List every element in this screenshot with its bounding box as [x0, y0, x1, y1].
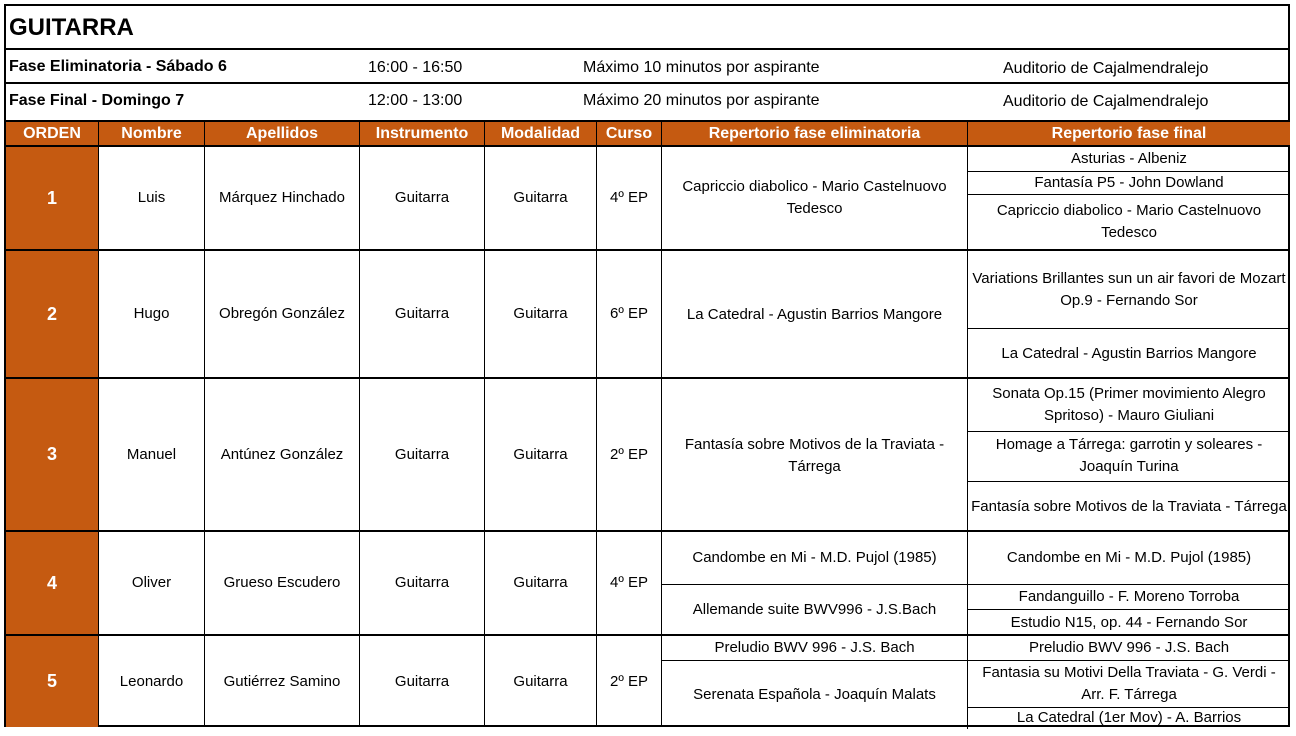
- cell-modalidad: Guitarra: [485, 636, 597, 727]
- cell-apellidos: Obregón González: [205, 251, 360, 377]
- repertorio-final-item: Estudio N15, op. 44 - Fernando Sor: [1010, 613, 1248, 631]
- cell-modalidad: Guitarra: [485, 251, 597, 377]
- table-row: [6, 634, 1290, 727]
- repertorio-final-item: Preludio BWV 996 - J.S. Bach: [1028, 639, 1230, 656]
- repertorio-final-item: Fandanguillo - F. Moreno Torroba: [1018, 587, 1240, 605]
- orden-number: 3: [6, 379, 99, 530]
- repertorio-final-item: Fantasía P5 - John Dowland: [1034, 173, 1224, 191]
- cell-modalidad: Guitarra: [485, 147, 597, 249]
- table-row: [6, 249, 1290, 377]
- header-repertorio-final: Repertorio fase final: [1051, 124, 1207, 142]
- fase-final-label: Fase Final - Domingo 7: [9, 92, 185, 109]
- repertorio-eliminatoria-item: Candombe en Mi - M.D. Pujol (1985): [662, 532, 968, 584]
- cell-divider: [968, 194, 1290, 195]
- header-repertorio-eliminatoria: Repertorio fase eliminatoria: [662, 122, 968, 145]
- header-orden: ORDEN: [6, 122, 99, 145]
- cell-instrumento: Guitarra: [360, 532, 485, 634]
- repertorio-eliminatoria-item: Serenata Española - Joaquín Malats: [662, 660, 968, 729]
- cell-curso: 4º EP: [597, 147, 662, 249]
- orden-number: 1: [6, 147, 99, 249]
- cell-instrumento: Guitarra: [360, 147, 485, 249]
- fase-eliminatoria-limit: Máximo 10 minutos por aspirante: [583, 59, 820, 76]
- cell-instrumento: Guitarra: [360, 251, 485, 377]
- repertorio-final-item: Variations Brillantes sun un air favori de Mozart Op.9 - Fernando Sor: [972, 269, 1286, 309]
- fase-final-limit: Máximo 20 minutos por aspirante: [583, 92, 820, 109]
- fase-final-time: 12:00 - 13:00: [368, 92, 463, 109]
- repertorio-final-item: Capriccio diabolico - Mario Castelnuovo Tedesco: [996, 201, 1262, 241]
- cell-divider: [968, 328, 1290, 329]
- cell-apellidos: Márquez Hinchado: [205, 147, 360, 249]
- header-nombre: Nombre: [99, 122, 205, 145]
- fase-final-place: Auditorio de Cajalmendralejo: [1003, 93, 1209, 110]
- repertorio-final-item: Candombe en Mi - M.D. Pujol (1985): [1006, 549, 1252, 566]
- header-modalidad: Modalidad: [485, 122, 597, 145]
- orden-number: 2: [6, 251, 99, 377]
- table-row: [6, 530, 1290, 634]
- table-header: [6, 120, 1290, 147]
- cell-divider: [968, 660, 1290, 661]
- page-title: GUITARRA: [9, 14, 134, 41]
- cell-apellidos: Gutiérrez Samino: [205, 636, 360, 727]
- repertorio-final-item: La Catedral - Agustin Barrios Mangore: [1001, 344, 1257, 362]
- cell-apellidos: Grueso Escudero: [205, 532, 360, 634]
- cell-curso: 6º EP: [597, 251, 662, 377]
- cell-nombre: Oliver: [99, 532, 205, 634]
- repertorio-final-item: Fantasia su Motivi Della Traviata - G. Verdi - Arr. F. Tárrega: [982, 663, 1276, 703]
- repertorio-eliminatoria-item: Fantasía sobre Motivos de la Traviata - Tárrega: [662, 379, 968, 532]
- repertorio-eliminatoria-item: Capriccio diabolico - Mario Castelnuovo Tedesco: [662, 147, 968, 249]
- cell-divider: [968, 481, 1290, 482]
- table-row: [6, 377, 1290, 530]
- cell-instrumento: Guitarra: [360, 379, 485, 530]
- cell-divider: [968, 707, 1290, 708]
- cell-nombre: Luis: [99, 147, 205, 249]
- header-instrumento: Instrumento: [360, 122, 485, 145]
- table-row: [6, 147, 1290, 249]
- cell-nombre: Leonardo: [99, 636, 205, 727]
- cell-modalidad: Guitarra: [485, 532, 597, 634]
- cell-divider: [968, 609, 1290, 610]
- cell-curso: 4º EP: [597, 532, 662, 634]
- orden-number: 4: [6, 532, 99, 634]
- header-apellidos: Apellidos: [205, 122, 360, 145]
- divider: [6, 48, 1290, 50]
- repertorio-final-item: Sonata Op.15 (Primer movimiento Alegro Spritoso) - Mauro Giuliani: [992, 385, 1266, 424]
- cell-nombre: Manuel: [99, 379, 205, 530]
- cell-nombre: Hugo: [99, 251, 205, 377]
- cell-divider: [662, 660, 968, 661]
- schedule-sheet: [4, 4, 1290, 727]
- orden-number: 5: [6, 636, 99, 727]
- repertorio-final-item: La Catedral (1er Mov) - A. Barrios: [1016, 709, 1242, 726]
- header-curso: Curso: [597, 122, 662, 145]
- cell-divider: [968, 431, 1290, 432]
- repertorio-final-item: Fantasía sobre Motivos de la Traviata - Tárrega: [971, 497, 1287, 515]
- cell-divider: [968, 171, 1290, 172]
- fase-eliminatoria-place: Auditorio de Cajalmendralejo: [1003, 60, 1209, 77]
- fase-eliminatoria-label: Fase Eliminatoria - Sábado 6: [9, 58, 227, 75]
- cell-divider: [968, 584, 1290, 585]
- fase-eliminatoria-time: 16:00 - 16:50: [368, 59, 463, 76]
- repertorio-eliminatoria-item: Allemande suite BWV996 - J.S.Bach: [662, 584, 968, 636]
- repertorio-eliminatoria-item: Preludio BWV 996 - J.S. Bach: [662, 636, 968, 660]
- repertorio-final-item: Homage a Tárrega: garrotin y soleares - Joaquín Turina: [995, 436, 1263, 475]
- cell-modalidad: Guitarra: [485, 379, 597, 530]
- cell-instrumento: Guitarra: [360, 636, 485, 727]
- repertorio-eliminatoria-item: La Catedral - Agustin Barrios Mangore: [662, 251, 968, 379]
- cell-apellidos: Antúnez González: [205, 379, 360, 530]
- cell-curso: 2º EP: [597, 379, 662, 530]
- cell-divider: [662, 584, 968, 585]
- repertorio-final-item: Asturias - Albeniz: [1071, 150, 1187, 167]
- cell-curso: 2º EP: [597, 636, 662, 727]
- divider: [6, 82, 1290, 84]
